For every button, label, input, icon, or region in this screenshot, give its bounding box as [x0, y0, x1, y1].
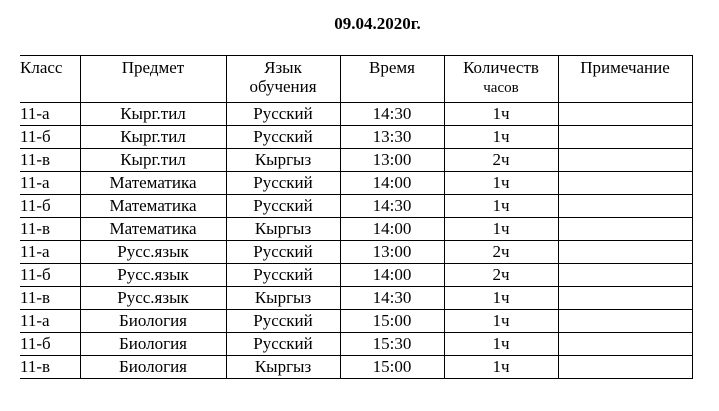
cell-language: Русский	[226, 310, 340, 333]
header-language-line1: Язык	[264, 58, 302, 77]
cell-hours: 1ч	[444, 195, 558, 218]
cell-subject: Русс.язык	[80, 241, 226, 264]
cell-language: Кыргыз	[226, 356, 340, 379]
cell-hours: 1ч	[444, 126, 558, 149]
document-date-title: 09.04.2020г.	[334, 14, 421, 33]
cell-time: 15:00	[340, 356, 444, 379]
cell-language: Кыргыз	[226, 287, 340, 310]
cell-class: 11-а	[20, 103, 80, 126]
cell-subject: Биология	[80, 310, 226, 333]
cell-subject: Математика	[80, 172, 226, 195]
table-row	[20, 241, 692, 264]
cell-subject: Кырг.тил	[80, 149, 226, 172]
table-row	[20, 218, 692, 241]
cell-language: Русский	[226, 195, 340, 218]
cell-time: 14:00	[340, 218, 444, 241]
cell-time: 15:30	[340, 333, 444, 356]
cell-subject: Математика	[80, 195, 226, 218]
cell-hours: 2ч	[444, 241, 558, 264]
cell-time: 14:30	[340, 195, 444, 218]
cell-class: 11-а	[20, 310, 80, 333]
cell-hours: 1ч	[444, 103, 558, 126]
cell-class: 11-а	[20, 172, 80, 195]
cell-hours: 2ч	[444, 264, 558, 287]
cell-time: 14:30	[340, 103, 444, 126]
table-row	[20, 103, 692, 126]
table-row	[20, 333, 692, 356]
cell-language: Кыргыз	[226, 149, 340, 172]
header-hours	[444, 56, 558, 103]
cell-note	[558, 195, 692, 218]
cell-language: Русский	[226, 103, 340, 126]
cell-note	[558, 149, 692, 172]
cell-time: 14:00	[340, 172, 444, 195]
cell-hours: 1ч	[444, 356, 558, 379]
header-hours-line1: Количеств	[463, 58, 539, 77]
cell-language: Русский	[226, 172, 340, 195]
cell-hours: 1ч	[444, 310, 558, 333]
cell-class: 11-в	[20, 149, 80, 172]
cell-subject: Биология	[80, 356, 226, 379]
cell-hours: 1ч	[444, 218, 558, 241]
cell-note	[558, 172, 692, 195]
header-language	[226, 56, 340, 103]
cell-subject: Русс.язык	[80, 264, 226, 287]
cell-subject: Кырг.тил	[80, 103, 226, 126]
cell-time: 13:00	[340, 241, 444, 264]
table-row	[20, 195, 692, 218]
header-hours-line2: часов	[483, 80, 519, 96]
header-note: Примечание	[558, 56, 692, 103]
cell-note	[558, 310, 692, 333]
cell-time: 13:00	[340, 149, 444, 172]
table-row	[20, 310, 692, 333]
cell-note	[558, 126, 692, 149]
table-row	[20, 264, 692, 287]
cell-hours: 1ч	[444, 172, 558, 195]
table-row	[20, 172, 692, 195]
cell-class: 11-б	[20, 333, 80, 356]
cell-subject: Кырг.тил	[80, 126, 226, 149]
cell-language: Русский	[226, 241, 340, 264]
table-row	[20, 126, 692, 149]
cell-time: 14:30	[340, 287, 444, 310]
cell-language: Русский	[226, 264, 340, 287]
cell-language: Русский	[226, 126, 340, 149]
header-subject: Предмет	[80, 56, 226, 103]
cell-subject: Математика	[80, 218, 226, 241]
table-header-row	[20, 56, 692, 103]
schedule-table-body	[20, 56, 692, 379]
schedule-table	[20, 55, 693, 379]
cell-time: 15:00	[340, 310, 444, 333]
table-row	[20, 356, 692, 379]
table-row	[20, 149, 692, 172]
cell-time: 13:30	[340, 126, 444, 149]
table-row	[20, 287, 692, 310]
cell-time: 14:00	[340, 264, 444, 287]
cell-note	[558, 241, 692, 264]
cell-class: 11-в	[20, 218, 80, 241]
cell-note	[558, 103, 692, 126]
cell-hours: 1ч	[444, 333, 558, 356]
cell-language: Русский	[226, 333, 340, 356]
cell-note	[558, 356, 692, 379]
cell-class: 11-в	[20, 287, 80, 310]
cell-note	[558, 218, 692, 241]
header-class: Класс	[20, 56, 80, 103]
cell-class: 11-б	[20, 126, 80, 149]
cell-hours: 2ч	[444, 149, 558, 172]
cell-subject: Биология	[80, 333, 226, 356]
cell-class: 11-б	[20, 195, 80, 218]
cell-class: 11-а	[20, 241, 80, 264]
cell-subject: Русс.язык	[80, 287, 226, 310]
cell-hours: 1ч	[444, 287, 558, 310]
cell-class: 11-в	[20, 356, 80, 379]
header-language-line2: обучения	[249, 77, 317, 96]
cell-language: Кыргыз	[226, 218, 340, 241]
header-time: Время	[340, 56, 444, 103]
cell-note	[558, 287, 692, 310]
cell-note	[558, 333, 692, 356]
cell-class: 11-б	[20, 264, 80, 287]
cell-note	[558, 264, 692, 287]
